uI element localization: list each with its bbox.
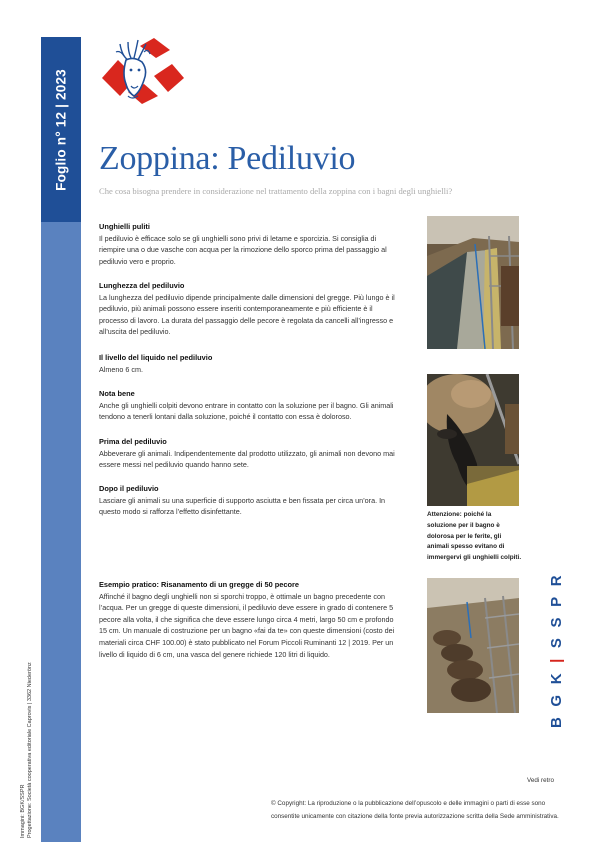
section-heading: Dopo il pediluvio (99, 484, 159, 493)
copyright-notice: © Copyright: La riproduzione o la pubblicazione dell’opuscolo e delle immagini o parti di esse sono consentite unicamente con citazione della fonte previa autorizzazione scritta della Sede amministrativa. (271, 800, 559, 820)
section-body: Abbeverare gli animali. Indipendentemente dal prodotto utilizzato, gli animali non devono mai essere messi nel pediluvio quando hanno sete. (99, 448, 395, 470)
page-title: Zoppina: Pediluvio (99, 140, 356, 177)
photo-caption: Attenzione: poiché la soluzione per il bagno è dolorosa per le ferite, gli animali spesso evitano di immergervi gli unghielli colpiti. (427, 511, 522, 562)
sheep-drinking-photo (427, 374, 519, 506)
sheep-pen-photo (427, 578, 519, 713)
section-liquid-level (99, 352, 400, 375)
page-subtitle: Che cosa bisogna prendere in considerazione nel trattamento della zoppina con i bagni degli unghielli? (99, 186, 453, 196)
section-heading: Prima del pediluvio (99, 437, 167, 446)
section-body: Almeno 6 cm. (99, 364, 143, 374)
section-body: Lasciare gli animali su una superficie di supporto asciutta e ben fissata per circa un’ora. In questo modo si rafforza l’effetto disinfettante. (99, 495, 386, 517)
section-heading: Nota bene (99, 389, 135, 398)
footbath-photo (427, 216, 519, 349)
section-body: La lunghezza del pediluvio dipende principalmente dalle dimensioni del gregge. Più lungo è il pediluvio, più animali possono essere inseriti contemporaneamente e più efficiente è il processo di lavoro. La durata del passaggio delle pecore è regolata da cancelli all’ingresso e all’uscita del pediluvio. (99, 292, 395, 337)
section-after-bath (99, 483, 400, 518)
credits-vertical (20, 662, 34, 838)
section-note (99, 388, 400, 423)
brand-bgk: BGK (548, 662, 565, 728)
brand-sspr: SSPR (548, 564, 565, 649)
section-bath-length (99, 280, 400, 338)
section-heading: Lunghezza del pediluvio (99, 281, 185, 290)
see-back-note: Vedi retro (527, 777, 554, 784)
bgk-sspr-brand (548, 565, 565, 728)
section-body: Affinché il bagno degli unghielli non si sporchi troppo, è ottimale un bagno precedente con l’acqua. Per un gregge di queste dimensioni, il pediluvio deve essere in grado di contenere 5 pecore alla volta, il che significa che deve essere lungo circa 4 metri, largo 50 cm e profondo 15 cm. Un manuale di costruzione per un bagno «fai da te» con queste dimensioni (costo dei materiali circa CHF 100.00) è stato pubblicato nel Forum Piccoli Ruminanti 12 | 2019. Per un livello di liquido di 6 cm, una vasca del genere richiede 120 litri di liquido. (99, 591, 395, 659)
section-clean-hooves (99, 221, 400, 267)
credits-design: Progettazione: Società cooperativa editoriale Caprovis | 3362 Niederönz (27, 662, 33, 838)
section-practical-example (99, 579, 400, 660)
sheet-number-label: Foglio n° 12 | 2023 (53, 69, 69, 191)
section-heading: Esempio pratico: Risanamento di un gregge di 50 pecore (99, 580, 300, 589)
section-heading: Il livello del liquido nel pediluvio (99, 353, 213, 362)
section-body: Anche gli unghielli colpiti devono entrare in contatto con la soluzione per il bagno. Gli animali tendono a tenerli lontani dalla soluzione, poiché il contatto con essa è doloroso. (99, 400, 394, 422)
brand-separator: | (548, 648, 565, 663)
section-body: Il pediluvio è efficace solo se gli unghielli sono privi di letame e sporcizia. Si consiglia di riempire una o due vasche con acqua per la rimozione dello sporco prima del passaggio al pediluvio vero e proprio. (99, 233, 387, 266)
credits-images: Immagini: BGK/SSPR (20, 784, 26, 838)
section-heading: Unghielli puliti (99, 222, 150, 231)
section-before-bath (99, 436, 400, 471)
ibex-head-logo-icon (98, 38, 184, 104)
